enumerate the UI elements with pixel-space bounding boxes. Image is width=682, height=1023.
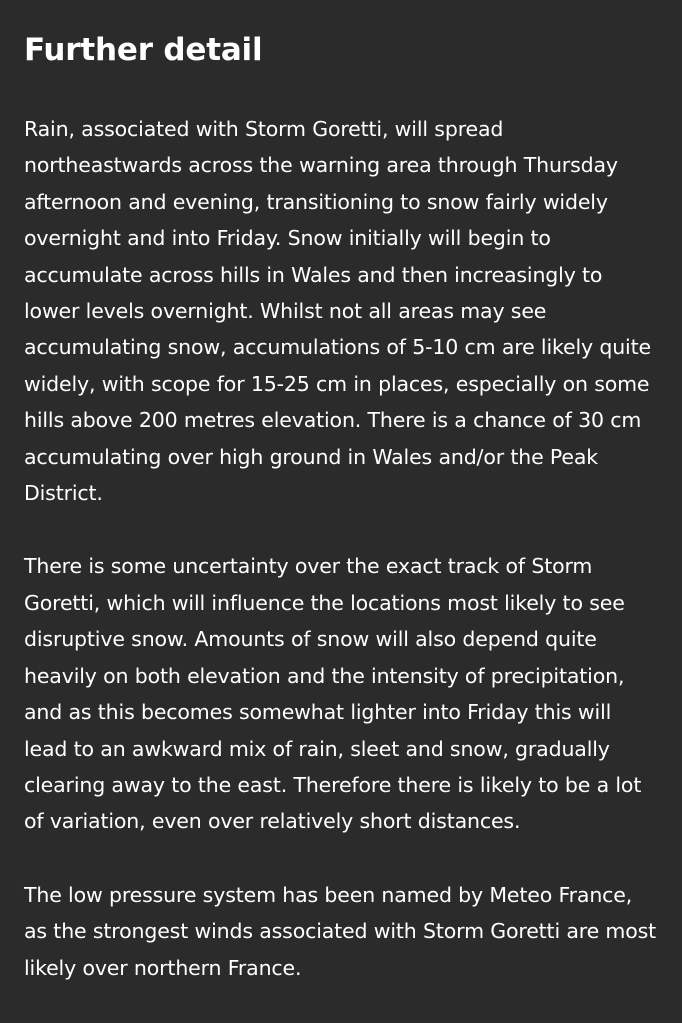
- section-heading: Further detail: [24, 32, 263, 68]
- detail-paragraph-2: There is some uncertainty over the exact track of Storm Goretti, which will influence the locations most likely to see disruptive snow. Amounts of snow will also depend quite heavily on both elevation and the intensity of precipitation, and as this becomes somewhat lighter into Friday this will lead to an awkward mix of rain, sleet and snow, gradually clearing away to the east. Therefore there is likely to be a lot of variation, even over relatively short distances.: [24, 554, 642, 834]
- detail-paragraph-3: The low pressure system has been named by Meteo France, as the strongest winds associated with Storm Goretti are most likely over northern France.: [24, 882, 657, 980]
- detail-paragraph-1: Rain, associated with Storm Goretti, will spread northeastwards across the warning area through Thursday afternoon and evening, transitioning to snow fairly widely overnight and into Friday. Snow initially will begin to accumulate across hills in Wales and then increasingly to lower levels overnight. Whilst not all areas may see accumulating snow, accumulations of 5-10 cm are likely quite widely, with scope for 15-25 cm in places, especially on some hills above 200 metres elevation. There is a chance of 30 cm accumulating over high ground in Wales and/or the Peak District.: [24, 117, 651, 506]
